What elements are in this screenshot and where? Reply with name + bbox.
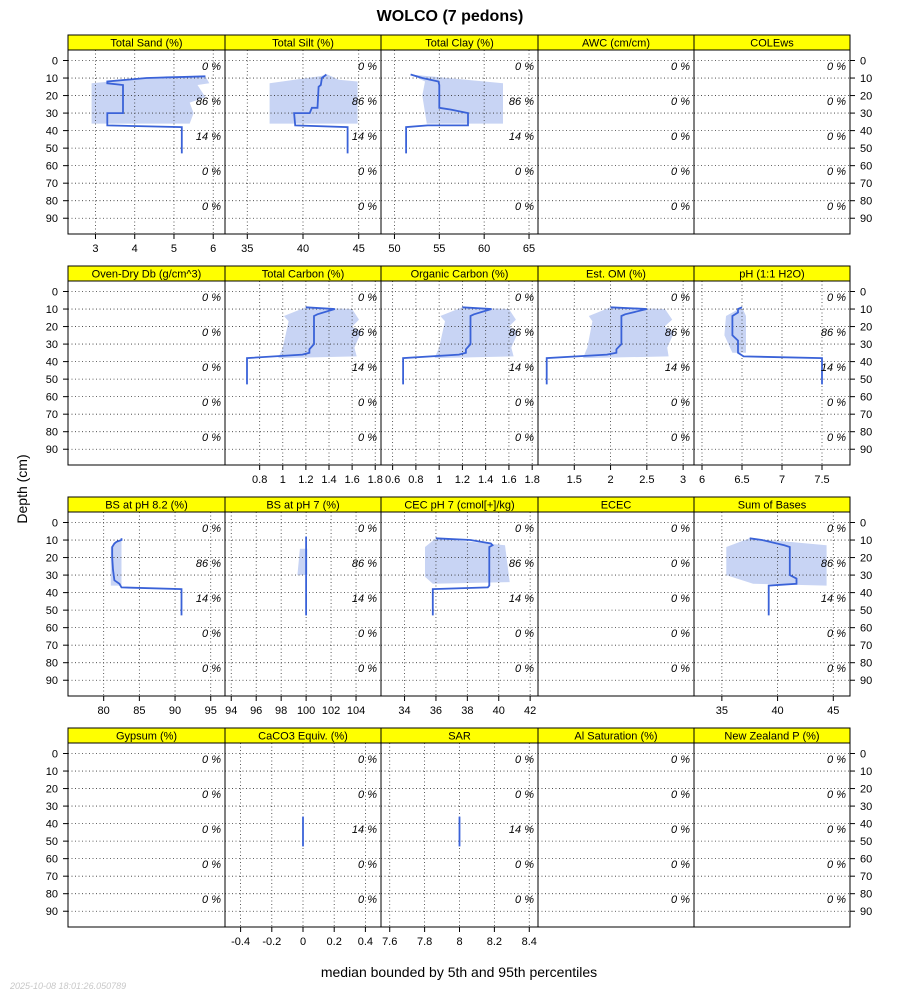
contribution-label: 86 % <box>820 557 846 570</box>
contribution-label: 0 % <box>671 165 690 178</box>
depth-tick-label-right: 20 <box>860 783 873 796</box>
contribution-label: 0 % <box>515 858 534 871</box>
percentile-band <box>726 538 826 585</box>
contribution-label: 0 % <box>827 396 846 409</box>
percentile-band <box>583 307 674 358</box>
depth-tick-label-left: 50 <box>45 143 58 156</box>
depth-tick-label-right: 10 <box>860 535 873 548</box>
depth-tick-label-right: 40 <box>860 587 873 600</box>
depth-tick-label-left: 80 <box>45 426 58 439</box>
contribution-label: 0 % <box>202 823 221 836</box>
panel-title: CaCO3 Equiv. (%) <box>258 730 348 743</box>
contribution-label: 86 % <box>195 95 221 108</box>
x-tick-label: 1.2 <box>298 474 314 486</box>
contribution-label: 14 % <box>195 592 221 605</box>
panel-title: Gypsum (%) <box>115 730 178 743</box>
panel-title: Total Clay (%) <box>425 37 494 50</box>
depth-tick-label-right: 60 <box>860 622 873 635</box>
depth-tick-label-left: 20 <box>45 90 58 103</box>
contribution-label: 0 % <box>202 753 221 766</box>
x-axis-caption: median bounded by 5th and 95th percentiles <box>320 964 598 980</box>
x-tick-label: 0 <box>299 936 307 948</box>
contribution-label: 0 % <box>827 60 846 73</box>
panel-title: Total Sand (%) <box>110 37 183 50</box>
depth-tick-label-left: 90 <box>45 444 58 457</box>
depth-tick-label-right: 90 <box>860 675 873 688</box>
panel-title: BS at pH 7 (%) <box>266 499 340 512</box>
x-tick-label: 35 <box>715 705 728 717</box>
x-tick-label: 1.6 <box>501 474 517 486</box>
contribution-label: 0 % <box>202 788 221 801</box>
contribution-label: 0 % <box>358 200 377 213</box>
depth-tick-label-left: 40 <box>45 587 58 600</box>
timestamp: 2025-10-08 18:01:26.050789 <box>10 981 127 991</box>
depth-tick-label-right: 40 <box>860 818 873 831</box>
x-tick-label: 6 <box>698 474 706 486</box>
depth-tick-label-right: 80 <box>860 888 873 901</box>
contribution-label: 0 % <box>202 200 221 213</box>
depth-tick-label-right: 70 <box>860 640 873 653</box>
contribution-label: 14 % <box>664 361 690 374</box>
contribution-label: 0 % <box>671 396 690 409</box>
x-tick-label: 1.6 <box>344 474 360 486</box>
contribution-label: 0 % <box>515 788 534 801</box>
contribution-label: 14 % <box>820 361 846 374</box>
depth-tick-label-right: 20 <box>860 552 873 565</box>
contribution-label: 0 % <box>671 858 690 871</box>
x-tick-label: 42 <box>524 705 537 717</box>
contribution-label: 14 % <box>195 130 221 143</box>
x-tick-label: 85 <box>133 705 146 717</box>
x-tick-label: 7.6 <box>382 936 398 948</box>
x-tick-label: 5 <box>170 243 178 255</box>
contribution-label: 0 % <box>515 291 534 304</box>
x-tick-label: 65 <box>522 243 536 255</box>
depth-tick-label-right: 70 <box>860 871 873 884</box>
contribution-label: 0 % <box>827 95 846 108</box>
x-tick-label: 1 <box>436 474 443 486</box>
contribution-label: 0 % <box>358 522 377 535</box>
contribution-label: 0 % <box>671 557 690 570</box>
depth-tick-label-left: 50 <box>45 605 58 618</box>
contribution-label: 0 % <box>671 95 690 108</box>
depth-tick-label-left: 0 <box>51 517 58 530</box>
x-tick-label: 1.8 <box>367 474 383 486</box>
contribution-label: 0 % <box>671 130 690 143</box>
contribution-label: 0 % <box>671 291 690 304</box>
x-tick-label: 2.5 <box>639 474 655 486</box>
contribution-label: 0 % <box>671 893 690 906</box>
depth-tick-label-right: 30 <box>860 108 873 121</box>
x-tick-label: 45 <box>827 705 840 717</box>
panel-title: Organic Carbon (%) <box>410 268 509 281</box>
x-tick-label: 8 <box>456 936 463 948</box>
x-tick-label: 1.4 <box>321 474 337 486</box>
contribution-label: 0 % <box>827 200 846 213</box>
depth-tick-label-left: 70 <box>45 871 58 884</box>
depth-tick-label-right: 40 <box>860 125 873 138</box>
depth-tick-label-left: 70 <box>45 409 58 422</box>
x-tick-label: 1.5 <box>566 474 582 486</box>
contribution-label: 86 % <box>508 326 534 339</box>
x-tick-label: 102 <box>321 705 341 717</box>
panel-title: Est. OM (%) <box>586 268 646 281</box>
contribution-label: 14 % <box>351 130 377 143</box>
contribution-label: 0 % <box>671 788 690 801</box>
contribution-label: 0 % <box>202 522 221 535</box>
contribution-label: 0 % <box>515 893 534 906</box>
panel-title: Total Silt (%) <box>272 37 334 50</box>
contribution-label: 14 % <box>351 361 377 374</box>
depth-tick-label-right: 90 <box>860 906 873 919</box>
x-tick-label: 4 <box>131 243 138 255</box>
depth-tick-label-right: 10 <box>860 766 873 779</box>
contribution-label: 0 % <box>515 431 534 444</box>
x-tick-label: 0.8 <box>252 474 268 486</box>
contribution-label: 0 % <box>202 291 221 304</box>
panel-title: BS at pH 8.2 (%) <box>105 499 188 512</box>
x-tick-label: 0.2 <box>326 936 342 948</box>
contribution-label: 0 % <box>515 522 534 535</box>
depth-tick-label-left: 70 <box>45 640 58 653</box>
contribution-label: 0 % <box>671 200 690 213</box>
contribution-label: 86 % <box>351 95 377 108</box>
depth-tick-label-right: 50 <box>860 374 873 387</box>
depth-tick-label-right: 20 <box>860 321 873 334</box>
contribution-label: 0 % <box>358 893 377 906</box>
contribution-label: 0 % <box>671 753 690 766</box>
contribution-label: 86 % <box>664 326 690 339</box>
contribution-label: 14 % <box>820 592 846 605</box>
depth-tick-label-right: 0 <box>860 286 867 299</box>
panel-title: New Zealand P (%) <box>724 730 820 743</box>
depth-tick-label-right: 0 <box>860 517 867 530</box>
x-tick-label: 90 <box>168 705 182 717</box>
x-tick-label: 98 <box>275 705 288 717</box>
depth-tick-label-left: 90 <box>45 675 58 688</box>
x-tick-label: 38 <box>461 705 474 717</box>
contribution-label: 86 % <box>508 557 534 570</box>
contribution-label: 0 % <box>827 858 846 871</box>
x-tick-label: 2 <box>607 474 614 486</box>
x-tick-label: 0.6 <box>384 474 401 486</box>
panel-title: SAR <box>448 730 471 743</box>
contribution-label: 86 % <box>195 557 221 570</box>
x-tick-label: 96 <box>250 705 263 717</box>
depth-tick-label-right: 50 <box>860 605 873 618</box>
panel-title: pH (1:1 H2O) <box>739 268 805 281</box>
contribution-label: 86 % <box>351 557 377 570</box>
depth-tick-label-left: 60 <box>45 160 58 173</box>
x-tick-label: -0.2 <box>262 936 282 948</box>
contribution-label: 0 % <box>671 592 690 605</box>
depth-tick-label-left: 10 <box>45 535 58 548</box>
panel-title: COLEws <box>750 37 794 50</box>
x-tick-label: 1 <box>279 474 286 486</box>
panel-title: Sum of Bases <box>737 499 807 512</box>
x-tick-label: 1.8 <box>524 474 540 486</box>
contribution-label: 14 % <box>351 823 377 836</box>
contribution-label: 0 % <box>671 662 690 675</box>
x-tick-label: 100 <box>296 705 316 717</box>
contribution-label: 0 % <box>358 662 377 675</box>
depth-tick-label-left: 40 <box>45 818 58 831</box>
depth-tick-label-right: 30 <box>860 801 873 814</box>
x-tick-label: 1.2 <box>454 474 471 486</box>
contribution-label: 0 % <box>358 858 377 871</box>
x-tick-label: 95 <box>204 705 217 717</box>
panel-title: Oven-Dry Db (g/cm^3) <box>91 268 202 281</box>
depth-tick-label-right: 60 <box>860 160 873 173</box>
x-tick-label: 40 <box>771 705 784 717</box>
depth-tick-label-right: 30 <box>860 570 873 583</box>
x-tick-label: 7.8 <box>416 936 433 948</box>
depth-tick-label-left: 50 <box>45 836 58 849</box>
contribution-label: 0 % <box>202 431 221 444</box>
x-tick-label: 36 <box>429 705 443 717</box>
x-tick-label: -0.4 <box>231 936 251 948</box>
percentile-band <box>278 307 361 358</box>
contribution-label: 0 % <box>827 291 846 304</box>
x-tick-label: 8.2 <box>486 936 503 948</box>
contribution-label: 0 % <box>202 662 221 675</box>
depth-tick-label-right: 60 <box>860 853 873 866</box>
depth-tick-label-right: 90 <box>860 213 873 226</box>
panel-title: Al Saturation (%) <box>574 730 658 743</box>
depth-tick-label-right: 60 <box>860 391 873 404</box>
contribution-label: 0 % <box>358 165 377 178</box>
panel-title: CEC pH 7 (cmol[+]/kg) <box>404 499 515 512</box>
contribution-label: 0 % <box>515 165 534 178</box>
x-tick-label: 1.4 <box>478 474 494 486</box>
depth-tick-label-right: 70 <box>860 178 873 191</box>
depth-tick-label-right: 0 <box>860 55 867 68</box>
depth-tick-label-left: 80 <box>45 195 58 208</box>
x-tick-label: 3 <box>680 474 687 486</box>
chart-title: WOLCO (7 pedons) <box>376 8 524 25</box>
x-tick-label: 3 <box>92 243 99 255</box>
depth-tick-label-left: 70 <box>45 178 58 191</box>
depth-tick-label-left: 10 <box>45 304 58 317</box>
contribution-label: 0 % <box>671 522 690 535</box>
depth-tick-label-right: 50 <box>860 836 873 849</box>
x-tick-label: 6 <box>210 243 217 255</box>
x-tick-label: 45 <box>352 243 365 255</box>
depth-tick-label-left: 10 <box>45 766 58 779</box>
x-tick-label: 34 <box>398 705 411 717</box>
x-tick-label: 6.5 <box>734 474 750 486</box>
contribution-label: 0 % <box>515 753 534 766</box>
depth-tick-label-right: 90 <box>860 444 873 457</box>
depth-tick-label-right: 10 <box>860 73 873 86</box>
contribution-label: 0 % <box>358 753 377 766</box>
x-tick-label: 35 <box>241 243 254 255</box>
contribution-label: 0 % <box>358 431 377 444</box>
percentile-band <box>270 75 358 124</box>
contribution-label: 0 % <box>358 627 377 640</box>
panel-title: AWC (cm/cm) <box>581 37 651 50</box>
contribution-label: 0 % <box>202 165 221 178</box>
contribution-label: 0 % <box>827 165 846 178</box>
panel-title: Total Carbon (%) <box>261 268 345 281</box>
depth-tick-label-left: 90 <box>45 906 58 919</box>
contribution-label: 0 % <box>515 627 534 640</box>
x-tick-label: 0.4 <box>357 936 374 948</box>
contribution-label: 14 % <box>508 823 534 836</box>
depth-tick-label-right: 0 <box>860 748 867 761</box>
depth-tick-label-right: 80 <box>860 426 873 439</box>
contribution-label: 0 % <box>202 893 221 906</box>
depth-tick-label-left: 60 <box>45 853 58 866</box>
contribution-label: 0 % <box>827 788 846 801</box>
contribution-label: 0 % <box>827 893 846 906</box>
contribution-label: 0 % <box>827 753 846 766</box>
contribution-label: 0 % <box>358 396 377 409</box>
contribution-label: 0 % <box>671 627 690 640</box>
contribution-label: 0 % <box>202 627 221 640</box>
percentile-band <box>435 307 519 358</box>
depth-tick-label-left: 60 <box>45 622 58 635</box>
contribution-label: 0 % <box>202 858 221 871</box>
contribution-label: 0 % <box>827 627 846 640</box>
depth-tick-label-right: 70 <box>860 409 873 422</box>
depth-tick-label-right: 40 <box>860 356 873 369</box>
contribution-label: 14 % <box>508 592 534 605</box>
depth-tick-label-right: 20 <box>860 90 873 103</box>
contribution-label: 0 % <box>202 361 221 374</box>
x-tick-label: 0.8 <box>408 474 424 486</box>
x-tick-label: 55 <box>433 243 446 255</box>
contribution-label: 0 % <box>671 431 690 444</box>
contribution-label: 86 % <box>820 326 846 339</box>
depth-tick-label-left: 90 <box>45 213 58 226</box>
contribution-label: 0 % <box>202 396 221 409</box>
contribution-label: 0 % <box>827 522 846 535</box>
contribution-label: 0 % <box>358 291 377 304</box>
contribution-label: 0 % <box>358 788 377 801</box>
contribution-label: 0 % <box>358 60 377 73</box>
depth-tick-label-left: 0 <box>51 55 58 68</box>
contribution-label: 0 % <box>202 326 221 339</box>
contribution-label: 0 % <box>515 200 534 213</box>
contribution-label: 86 % <box>351 326 377 339</box>
x-tick-label: 7 <box>778 474 786 486</box>
depth-tick-label-right: 80 <box>860 657 873 670</box>
depth-tick-label-right: 50 <box>860 143 873 156</box>
contribution-label: 14 % <box>508 130 534 143</box>
contribution-label: 0 % <box>515 396 534 409</box>
depth-tick-label-right: 80 <box>860 195 873 208</box>
contribution-label: 0 % <box>827 431 846 444</box>
x-tick-label: 80 <box>97 705 110 717</box>
depth-tick-label-left: 30 <box>45 570 58 583</box>
depth-tick-label-left: 20 <box>45 783 58 796</box>
depth-tick-label-left: 50 <box>45 374 58 387</box>
depth-tick-label-left: 40 <box>45 356 58 369</box>
x-tick-label: 40 <box>296 243 310 255</box>
panel-title: ECEC <box>600 499 632 512</box>
depth-tick-label-right: 10 <box>860 304 873 317</box>
x-tick-label: 40 <box>492 705 505 717</box>
depth-tick-label-left: 80 <box>45 888 58 901</box>
contribution-label: 0 % <box>827 823 846 836</box>
contribution-label: 86 % <box>508 95 534 108</box>
depth-tick-label-left: 20 <box>45 321 58 334</box>
x-tick-label: 94 <box>225 705 238 717</box>
contribution-label: 14 % <box>508 361 534 374</box>
y-axis-label: Depth (cm) <box>14 454 30 524</box>
depth-tick-label-left: 60 <box>45 391 58 404</box>
contribution-label: 0 % <box>202 60 221 73</box>
x-tick-label: 104 <box>346 705 366 717</box>
depth-tick-label-left: 40 <box>45 125 58 138</box>
contribution-label: 0 % <box>671 823 690 836</box>
x-tick-label: 50 <box>388 243 401 255</box>
contribution-label: 0 % <box>515 662 534 675</box>
depth-tick-label-left: 0 <box>51 748 58 761</box>
depth-tick-label-left: 20 <box>45 552 58 565</box>
x-tick-label: 8.4 <box>521 936 537 948</box>
x-tick-label: 60 <box>478 243 491 255</box>
contribution-label: 0 % <box>671 60 690 73</box>
depth-tick-label-left: 0 <box>51 286 58 299</box>
depth-tick-label-left: 30 <box>45 108 58 121</box>
contribution-label: 0 % <box>827 130 846 143</box>
depth-tick-label-left: 10 <box>45 73 58 86</box>
depth-tick-label-left: 80 <box>45 657 58 670</box>
contribution-label: 14 % <box>351 592 377 605</box>
x-tick-label: 7.5 <box>814 474 830 486</box>
contribution-label: 0 % <box>827 662 846 675</box>
depth-tick-label-left: 30 <box>45 801 58 814</box>
depth-tick-label-left: 30 <box>45 339 58 352</box>
contribution-label: 0 % <box>515 60 534 73</box>
depth-tick-label-right: 30 <box>860 339 873 352</box>
